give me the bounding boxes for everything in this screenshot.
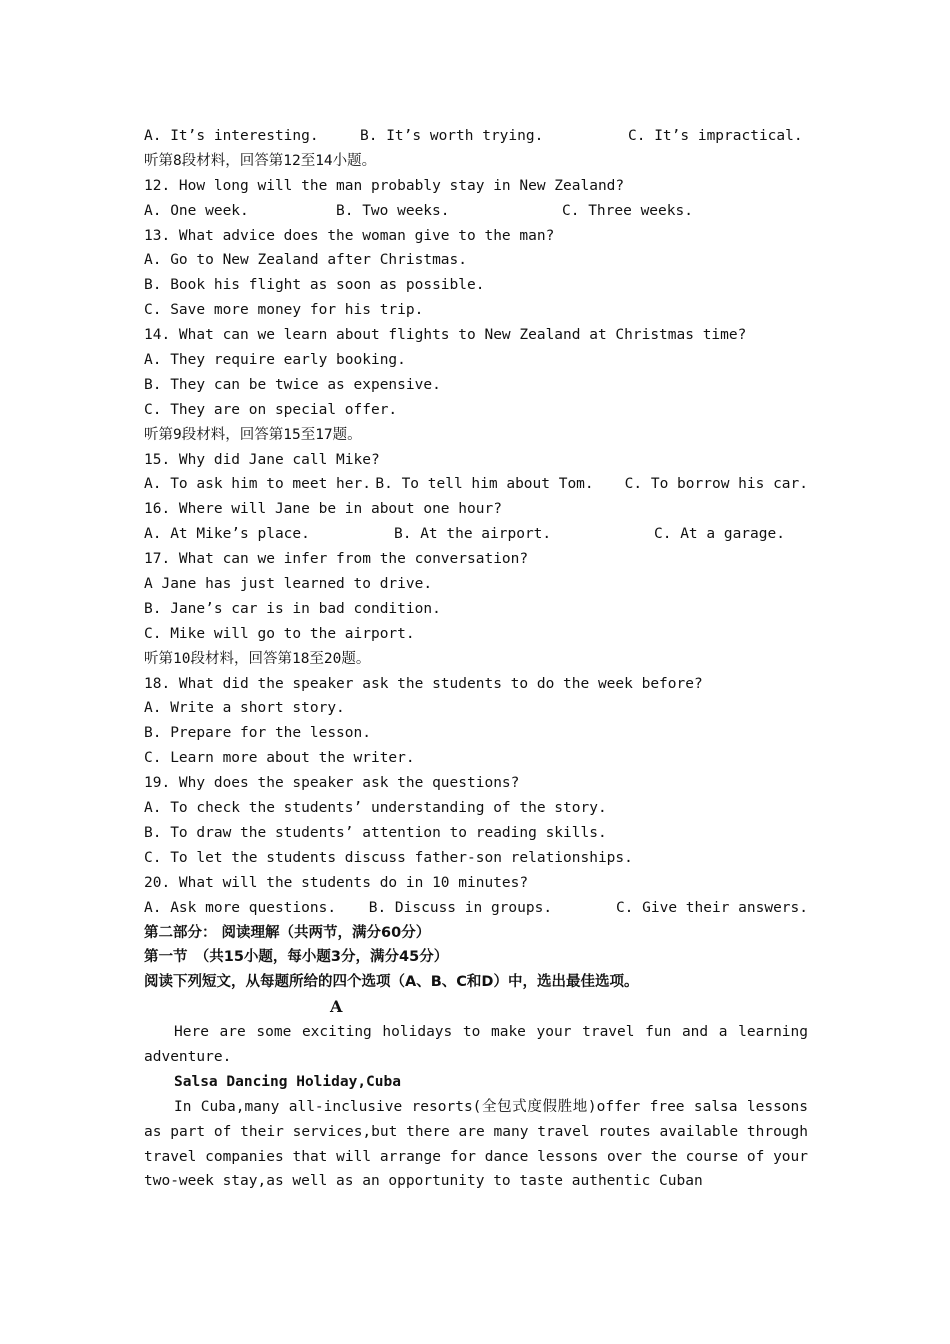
exam-page	[144, 124, 808, 1194]
q17-option-b: B. Jane’s car is in bad condition.	[144, 600, 441, 617]
q12-options	[144, 199, 808, 224]
q13-question: 13. What advice does the woman give to the man?	[144, 227, 555, 244]
q18-option-b: B. Prepare for the lesson.	[144, 725, 371, 742]
q14-option-b: B. They can be twice as expensive.	[144, 376, 441, 393]
q12-option-a: A. One week.	[144, 202, 249, 219]
q16-option-c: C. At a garage.	[654, 526, 785, 543]
passage-subtitle: Salsa Dancing Holiday,Cuba	[174, 1073, 401, 1090]
q19-question: 19. Why does the speaker ask the questions?	[144, 775, 520, 792]
q20-question: 20. What will the students do in 10 minutes?	[144, 874, 529, 891]
q18-question: 18. What did the speaker ask the students to do the week before?	[144, 675, 703, 692]
reading-instructions: 阅读下列短文，从每题所给的四个选项（A、B、C和D）中，选出最佳选项。	[144, 974, 639, 991]
q11-option-b: B. It’s worth trying.	[360, 128, 544, 144]
q11-option-a: A. It’s interesting.	[144, 128, 319, 144]
q13-option-a: A. Go to New Zealand after Christmas.	[144, 252, 468, 269]
q19-option-b: B. To draw the students’ attention to reading skills.	[144, 824, 607, 841]
q18-option-a: A. Write a short story.	[144, 700, 345, 717]
section-1-title: 第一节 （共15小题，每小题3分，满分45分）	[144, 949, 449, 966]
q14-question: 14. What can we learn about flights to New Zealand at Christmas time?	[144, 327, 747, 344]
q16-options	[144, 522, 808, 547]
q13-option-c: C. Save more money for his trip.	[144, 302, 424, 319]
q17-option-a: A Jane has just learned to drive.	[144, 576, 433, 593]
q15-option-b: B. To tell him about Tom.	[375, 476, 594, 493]
q19-option-a: A. To check the students’ understanding of the story.	[144, 800, 607, 817]
q12-option-c: C. Three weeks.	[562, 202, 693, 219]
q20-options	[144, 896, 808, 921]
q12-question: 12. How long will the man probably stay in New Zealand?	[144, 177, 625, 194]
q15-option-a: A. To ask him to meet her.	[144, 476, 371, 493]
q16-option-a: A. At Mike’s place.	[144, 526, 310, 543]
q12-option-b: B. Two weeks.	[336, 202, 450, 219]
q19-option-c: C. To let the students discuss father-son relationships.	[144, 849, 633, 866]
part-2-title: 第二部分： 阅读理解（共两节，满分60分）	[144, 924, 431, 941]
q15-question: 15. Why did Jane call Mike?	[144, 451, 380, 468]
passage-paragraph: In Cuba,many all-inclusive resorts(全包式度假胜地)offer free salsa lessons as part of their services,but there are many travel routes available through travel companies that will arrange for dance lessons over the course of your two-week stay,as well as an opportunity to taste authentic Cuban	[144, 1098, 808, 1190]
passage-intro: Here are some exciting holidays to make your travel fun and a learning adventure.	[144, 1024, 808, 1065]
passage-label: A	[330, 997, 343, 1017]
section-8-heading: 听第8段材料，回答第12至14小题。	[144, 152, 377, 169]
q20-option-a: A. Ask more questions.	[144, 899, 337, 916]
q13-option-b: B. Book his flight as soon as possible.	[144, 277, 485, 294]
q14-option-a: A. They require early booking.	[144, 352, 406, 369]
q20-option-c: C. Give their answers.	[615, 899, 808, 916]
section-9-heading: 听第9段材料，回答第15至17题。	[144, 426, 362, 443]
q15-option-c: C. To borrow his car.	[624, 476, 808, 493]
q16-question: 16. Where will Jane be in about one hour?	[144, 501, 502, 518]
q15-options	[144, 472, 808, 497]
q20-option-b: B. Discuss in groups.	[368, 899, 553, 916]
q11-option-c: C. It’s impractical.	[628, 128, 803, 144]
q16-option-b: B. At the airport.	[394, 526, 552, 543]
q17-option-c: C. Mike will go to the airport.	[144, 625, 415, 642]
section-10-heading: 听第10段材料，回答第18至20题。	[144, 650, 371, 667]
q14-option-c: C. They are on special offer.	[144, 401, 398, 418]
q18-option-c: C. Learn more about the writer.	[144, 750, 415, 767]
q11-options	[144, 124, 808, 149]
q17-question: 17. What can we infer from the conversation?	[144, 551, 529, 568]
